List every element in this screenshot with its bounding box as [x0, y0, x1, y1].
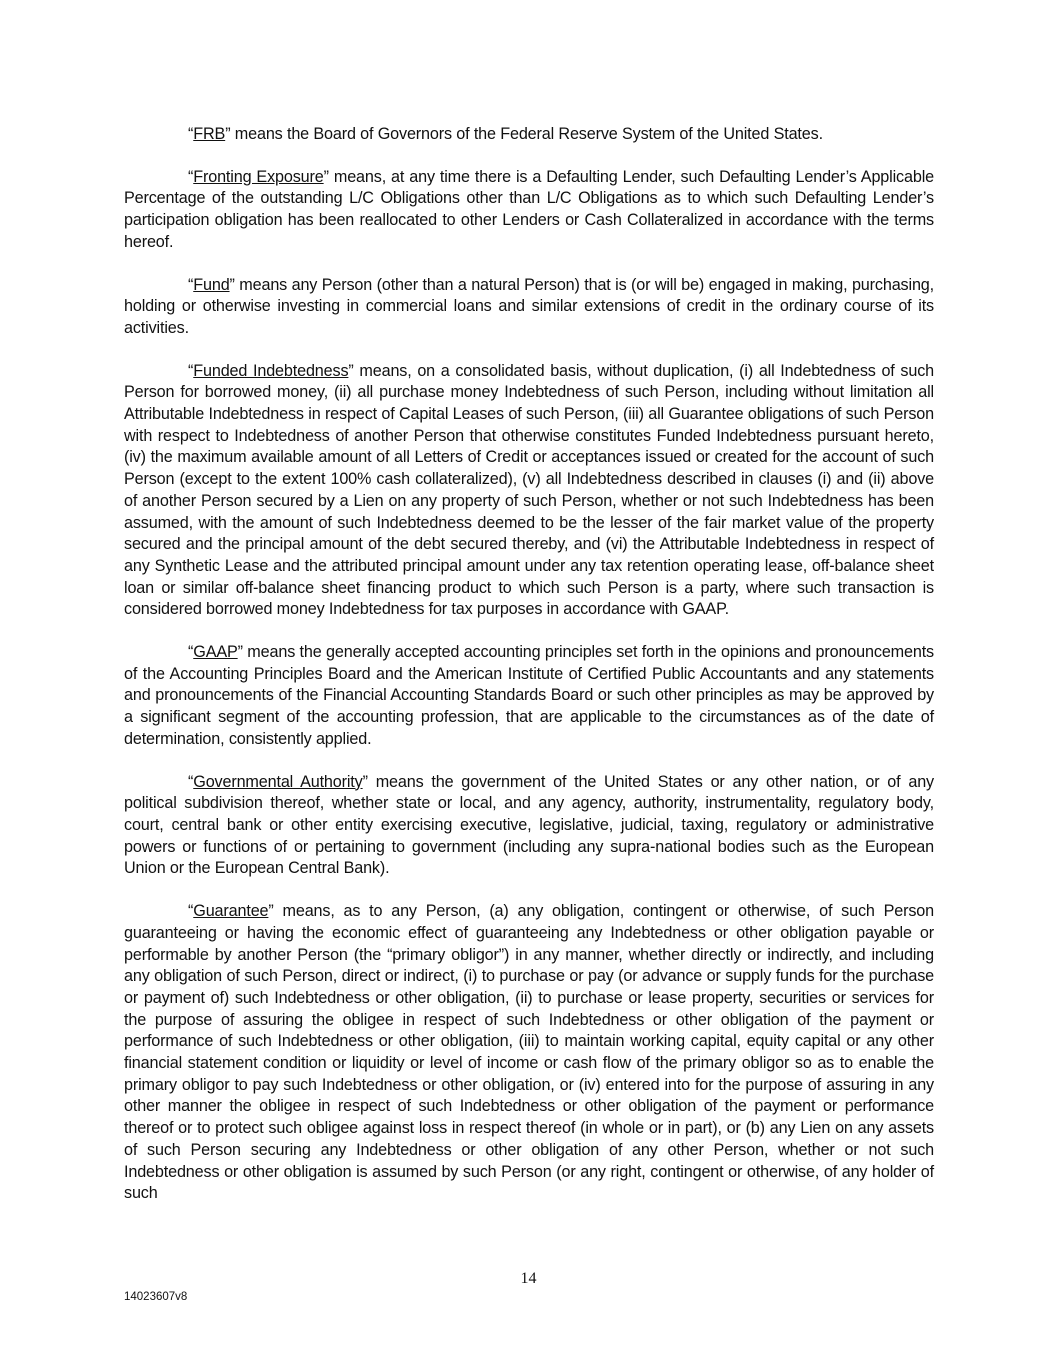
- document-id: 14023607v8: [124, 1291, 188, 1303]
- close-quote: ”: [225, 125, 231, 143]
- close-quote: ”: [362, 772, 368, 791]
- close-quote: ”: [268, 902, 274, 921]
- defined-term: Governmental Authority: [193, 772, 363, 791]
- close-quote: ”: [229, 275, 235, 294]
- defined-term: Guarantee: [193, 902, 269, 921]
- close-quote: ”: [323, 167, 329, 186]
- close-quote: ”: [237, 643, 243, 662]
- defined-term: Funded Indebtedness: [193, 361, 349, 380]
- defined-term: Fund: [193, 275, 230, 294]
- open-quote: “: [188, 643, 194, 662]
- open-quote: “: [188, 275, 194, 294]
- defined-term: FRB: [193, 125, 226, 143]
- definition-text: means any Person (other than a natural Person) that is (or will be) engaged in making, purchasing, holding or otherwise investing in commercial loans and similar extensions of credit in the ordinary course of its activities.: [124, 275, 934, 337]
- definition-text: means the Board of Governors of the Federal Reserve System of the United States.: [230, 125, 823, 143]
- definition-governmental-authority: [124, 772, 934, 881]
- definition-fronting-exposure: [124, 167, 934, 254]
- open-quote: “: [188, 902, 194, 921]
- close-quote: ”: [348, 361, 354, 380]
- definition-text: means, on a consolidated basis, without duplication, (i) all Indebtedness of such Person for borrowed money, (ii) all purchase money Indebtedness of such Person, including without limitation all Attributable Indebtedness in respect of Capital Leases of such Person, (iii) all Guarantee obligations of such Person with respect to Indebtedness of another Person that otherwise constitutes Funded Indebtedness pursuant hereto, (iv) the maximum available amount of all Letters of Credit or acceptances issued or created for the account of such Person (except to the extent 100% cash collateralized), (v) all Indebtedness described in clauses (i) and (ii) above of another Person secured by a Lien on any property of such Person, whether or not such Indebtedness has been assumed, with the amount of such Indebtedness deemed to be the lesser of the fair market value of the property secured and the principal amount of the debt secured thereby, and (vi) the Attributable Indebtedness in respect of any Synthetic Lease and the attributed principal amount under any tax retention operating lease, off-balance sheet loan or similar off-balance sheet financing product to which such Person is a party, where such transaction is considered borrowed money Indebtedness for tax purposes in accordance with GAAP.: [124, 361, 934, 619]
- definition-guarantee: [124, 901, 934, 1205]
- open-quote: “: [188, 772, 194, 791]
- definition-fund: [124, 275, 934, 340]
- definition-text: means the generally accepted accounting principles set forth in the opinions and pronouncements of the Accounting Principles Board and the American Institute of Certified Public Accountants and any statements and pronouncements of the Financial Accounting Standards Board or such other principles as may be approved by a significant segment of the accounting profession, that are applicable to the circumstances as of the date of determination, consistently applied.: [124, 643, 934, 748]
- open-quote: “: [188, 167, 194, 186]
- open-quote: “: [188, 361, 194, 380]
- definition-text: means the government of the United States or any other nation, or of any political subdivision thereof, whether state or local, and any agency, authority, instrumentality, regulatory body, court, central bank or other entity exercising executive, legislative, judicial, taxing, regulatory or administrative powers or functions of or pertaining to government (including any supra-national bodies such as the European Union or the European Central Bank).: [124, 772, 934, 878]
- definition-frb: [124, 124, 934, 146]
- page-number: 14: [520, 1270, 537, 1287]
- definition-text: means, at any time there is a Defaulting Lender, such Defaulting Lender’s Applicable Percentage of the outstanding L/C Obligations other than L/C Obligations as to which such Defaulting Lender’s participation obligation has been reallocated to other Lenders or Cash Collateralized in accordance with the terms hereof.: [124, 167, 935, 251]
- defined-term: GAAP: [193, 643, 238, 662]
- open-quote: “: [188, 125, 194, 143]
- document-page: [124, 124, 934, 1226]
- definition-text: means, as to any Person, (a) any obligation, contingent or otherwise, of such Person guaranteeing or having the economic effect of guaranteeing any Indebtedness or other obligation payable or performable by another Person (the “primary obligor”) in any manner, whether directly or indirectly, and including any obligation of such Person, direct or indirect, (i) to purchase or pay (or advance or supply funds for the purchase or payment of) such Indebtedness or other obligation, (ii) to purchase or lease property, securities or services for the purpose of assuring the obligee in respect of such Indebtedness or other obligation of the payment or performance of such Indebtedness or other obligation, (iii) to maintain working capital, equity capital or any other financial statement condition or liquidity or level of income or cash flow of the primary obligor so as to enable the primary obligor to pay such Indebtedness or other obligation, or (iv) entered into for the purpose of assuring in any other manner the obligee in respect of such Indebtedness or other obligation of the payment or performance thereof or to protect such obligee against loss in respect thereof (in whole or in part), or (b) any Lien on any assets of such Person securing any Indebtedness or other obligation of any other Person, whether or not such Indebtedness or other obligation is assumed by such Person (or any right, contingent or otherwise, of any holder of such: [124, 902, 934, 1203]
- definition-funded-indebtedness: [124, 361, 934, 621]
- definition-gaap: [124, 642, 934, 751]
- defined-term: Fronting Exposure: [193, 167, 324, 186]
